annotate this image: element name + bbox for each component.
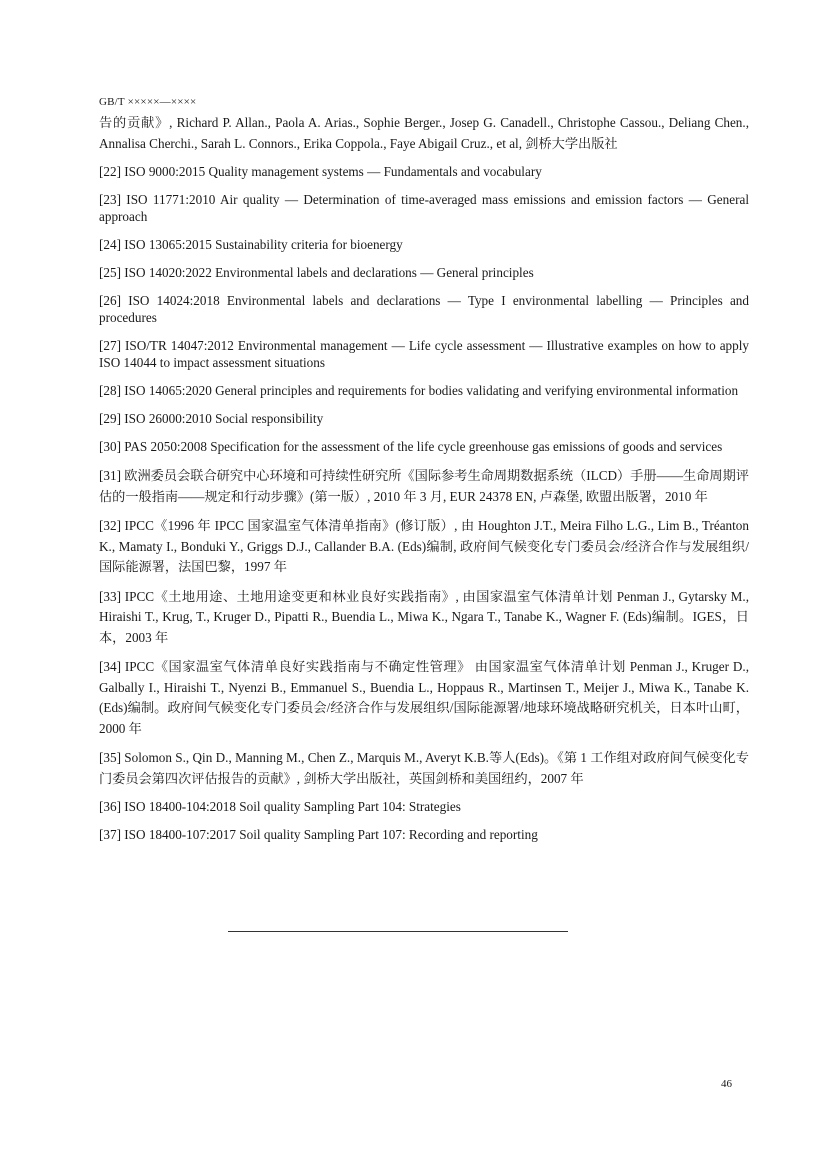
reference-item: [22] ISO 9000:2015 Quality management systems — Fundamentals and vocabulary xyxy=(99,164,542,179)
reference-item: [26] ISO 14024:2018 Environmental labels and declarations — Type I environmental labelling — Principles and procedures xyxy=(99,293,749,325)
reference-item: [32] IPCC《1996 年 IPCC 国家温室气体清单指南》(修订版）, 由 Houghton J.T., Meira Filho L.G., Lim B., Tréanton K., Mamaty I., Bonduki Y., Griggs D.J., Callander B.A. (Eds)编制, 政府间气候变化专门委员会/经济合作与发展组织/国际能源署，法国巴黎，1997 年 xyxy=(99,518,749,574)
reference-item: [25] ISO 14020:2022 Environmental labels and declarations — General principles xyxy=(99,265,534,280)
page-number: 46 xyxy=(721,1078,732,1090)
reference-item: [23] ISO 11771:2010 Air quality — Determination of time-averaged mass emissions and emission factors — General approach xyxy=(99,192,749,224)
reference-item: [31] 欧洲委员会联合研究中心环境和可持续性研究所《国际参考生命周期数据系统（ILCD）手册——生命周期评估的一般指南——规定和行动步骤》(第一版）, 2010 年 3 月, EUR 24378 EN, 卢森堡, 欧盟出版署，2010 年 xyxy=(99,468,749,504)
end-divider-line xyxy=(228,931,568,932)
reference-item: 告的贡献》, Richard P. Allan., Paola A. Arias., Sophie Berger., Josep G. Canadell., Christophe Cassou., Deliang Chen., Annalisa Cherchi., Sarah L. Connors., Erika Coppola., Faye Abigail Cruz., et al, 剑桥大学出版社 xyxy=(99,115,749,151)
reference-item: [36] ISO 18400-104:2018 Soil quality Sampling Part 104: Strategies xyxy=(99,799,461,814)
reference-item: [29] ISO 26000:2010 Social responsibility xyxy=(99,411,324,426)
document-code-header: GB/T ×××××—×××× xyxy=(99,96,197,108)
reference-item: [27] ISO/TR 14047:2012 Environmental management — Life cycle assessment — Illustrative examples on how to apply ISO 14044 to impact assessment situations xyxy=(99,338,749,370)
reference-item: [37] ISO 18400-107:2017 Soil quality Sampling Part 107: Recording and reporting xyxy=(99,827,538,842)
reference-item: [35] Solomon S., Qin D., Manning M., Chen Z., Marquis M., Averyt K.B.等人(Eds)。《第 1 工作组对政府间气候变化专门委员会第四次评估报告的贡献》, 剑桥大学出版社，英国剑桥和美国纽约，2007 年 xyxy=(99,750,749,786)
reference-list xyxy=(99,113,749,854)
reference-item: [28] ISO 14065:2020 General principles and requirements for bodies validating and verifying environmental information xyxy=(99,383,739,398)
reference-item: [33] IPCC《土地用途、土地用途变更和林业良好实践指南》, 由国家温室气体清单计划 Penman J., Gytarsky M., Hiraishi T., Krug, T., Kruger D., Pipatti R., Buendia L., Miwa K., Ngara T., Tanabe K., Wagner F. (Eds)编制。IGES，日本，2003 年 xyxy=(99,588,749,645)
reference-item: [30] PAS 2050:2008 Specification for the assessment of the life cycle greenhouse gas emissions of goods and services xyxy=(99,439,723,454)
reference-item: [24] ISO 13065:2015 Sustainability criteria for bioenergy xyxy=(99,237,403,252)
reference-item: [34] IPCC《国家温室气体清单良好实践指南与不确定性管理》 由国家温室气体清单计划 Penman J., Kruger D., Galbally I., Hiraishi T., Nyenzi B., Emmanuel S., Buendia L., Hoppaus R., Martinsen T., Meijer J., Miwa K., Tanabe K. (Eds)编制。政府间气候变化专门委员会/经济合作与发展组织/国际能源署/地球环境战略研究机关，日本叶山町，2000 年 xyxy=(99,659,749,736)
